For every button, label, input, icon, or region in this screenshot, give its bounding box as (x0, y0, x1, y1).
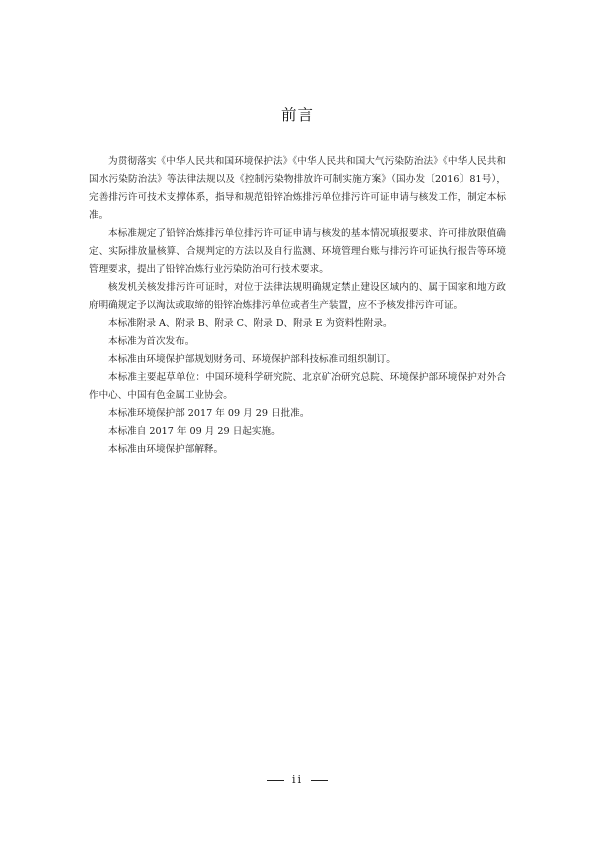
paragraph-interpretation: 本标准由环境保护部解释。 (108, 444, 224, 455)
paragraph-organizers: 本标准由环境保护部规划财务司、环境保护部科技标准司组织制订。 (108, 354, 396, 365)
paragraph-drafters: 本标准主要起草单位：中国环境科学研究院、北京矿冶研究总院、环境保护部环境保护对外合作中心、中国有色金属工业协会。 (89, 372, 506, 401)
paragraph-issuance: 核发机关核发排污许可证时，对位于法律法规明确规定禁止建设区域内的、属于国家和地方政府明确规定予以淘汰或取缔的铅锌冶炼排污单位或者生产装置，应不予核发排污许可证。 (89, 282, 506, 311)
footer-dash-left (267, 780, 284, 781)
foreword-body (89, 153, 506, 459)
page-footer (0, 773, 595, 786)
page-title: 前言 (280, 106, 314, 124)
page-number: ii (291, 773, 304, 786)
footer-dash-right (311, 780, 328, 781)
paragraph-scope: 本标准规定了铅锌冶炼排污单位排污许可证申请与核发的基本情况填报要求、许可排放限值确定、实际排放量核算、合规判定的方法以及自行监测、环境管理台账与排污许可证执行报告等环境管理要求，提出了铅锌冶炼行业污染防治可行技术要求。 (89, 228, 506, 275)
paragraph-approval-date: 本标准环境保护部 2017 年 09 月 29 日批准。 (108, 408, 310, 419)
paragraph-effective-date: 本标准自 2017 年 09 月 29 日起实施。 (108, 426, 281, 437)
paragraph-purpose: 为贯彻落实《中华人民共和国环境保护法》《中华人民共和国大气污染防治法》《中华人民共和国水污染防治法》等法律法规以及《控制污染物排放许可制实施方案》（国办发〔2016〕81号），完善排污许可技术支撑体系，指导和规范铅锌冶炼排污单位排污许可证申请与核发工作，制定本标准。 (89, 156, 506, 221)
paragraph-first-release: 本标准为首次发布。 (108, 336, 195, 347)
paragraph-appendices: 本标准附录 A、附录 B、附录 C、附录 D、附录 E 为资料性附录。 (108, 318, 393, 329)
